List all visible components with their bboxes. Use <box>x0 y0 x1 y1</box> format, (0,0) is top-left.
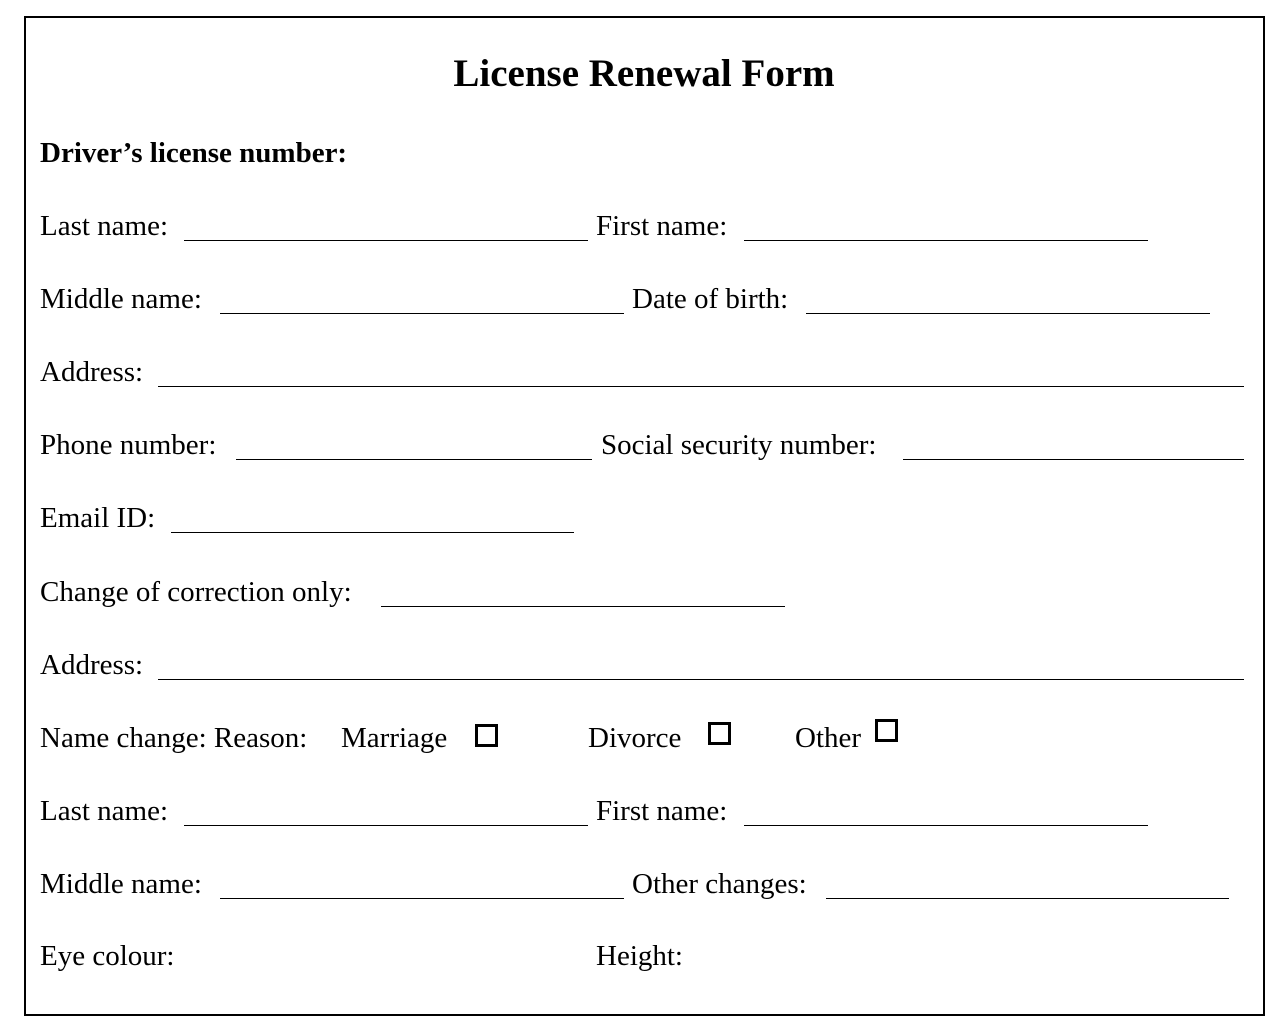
other-checkbox[interactable] <box>875 719 898 742</box>
marriage-checkbox[interactable] <box>475 724 498 747</box>
other-changes-label: Other changes: <box>632 868 807 900</box>
middle-name2-field[interactable] <box>220 898 624 899</box>
phone-number-label: Phone number: <box>40 429 217 461</box>
correction-label: Change of correction only: <box>40 576 352 608</box>
height-label: Height: <box>596 940 683 972</box>
phone-number-field[interactable] <box>236 459 592 460</box>
first-name2-field[interactable] <box>744 825 1148 826</box>
address-field[interactable] <box>158 386 1244 387</box>
last-name2-field[interactable] <box>184 825 588 826</box>
last-name2-label: Last name: <box>40 795 169 827</box>
last-name-label: Last name: <box>40 210 169 242</box>
address2-field[interactable] <box>158 679 1244 680</box>
email-label: Email ID: <box>40 502 156 534</box>
other-changes-field[interactable] <box>826 898 1229 899</box>
middle-name-label: Middle name: <box>40 283 202 315</box>
address-label: Address: <box>40 356 144 388</box>
address2-label: Address: <box>40 649 144 681</box>
marriage-label: Marriage <box>341 722 448 754</box>
eye-colour-label: Eye colour: <box>40 940 175 972</box>
first-name-label: First name: <box>596 210 728 242</box>
ssn-field[interactable] <box>903 459 1244 460</box>
divorce-label: Divorce <box>588 722 682 754</box>
date-of-birth-label: Date of birth: <box>632 283 789 315</box>
middle-name-field[interactable] <box>220 313 624 314</box>
form-title: License Renewal Form <box>453 52 835 95</box>
ssn-label: Social security number: <box>601 429 877 461</box>
last-name-field[interactable] <box>184 240 588 241</box>
first-name2-label: First name: <box>596 795 728 827</box>
correction-field[interactable] <box>381 606 785 607</box>
first-name-field[interactable] <box>744 240 1148 241</box>
middle-name2-label: Middle name: <box>40 868 202 900</box>
date-of-birth-field[interactable] <box>806 313 1210 314</box>
email-field[interactable] <box>171 532 574 533</box>
license-number-label: Driver’s license number: <box>40 137 348 169</box>
name-change-reason-label: Name change: Reason: <box>40 722 308 754</box>
other-label: Other <box>795 722 862 754</box>
divorce-checkbox[interactable] <box>708 722 731 745</box>
